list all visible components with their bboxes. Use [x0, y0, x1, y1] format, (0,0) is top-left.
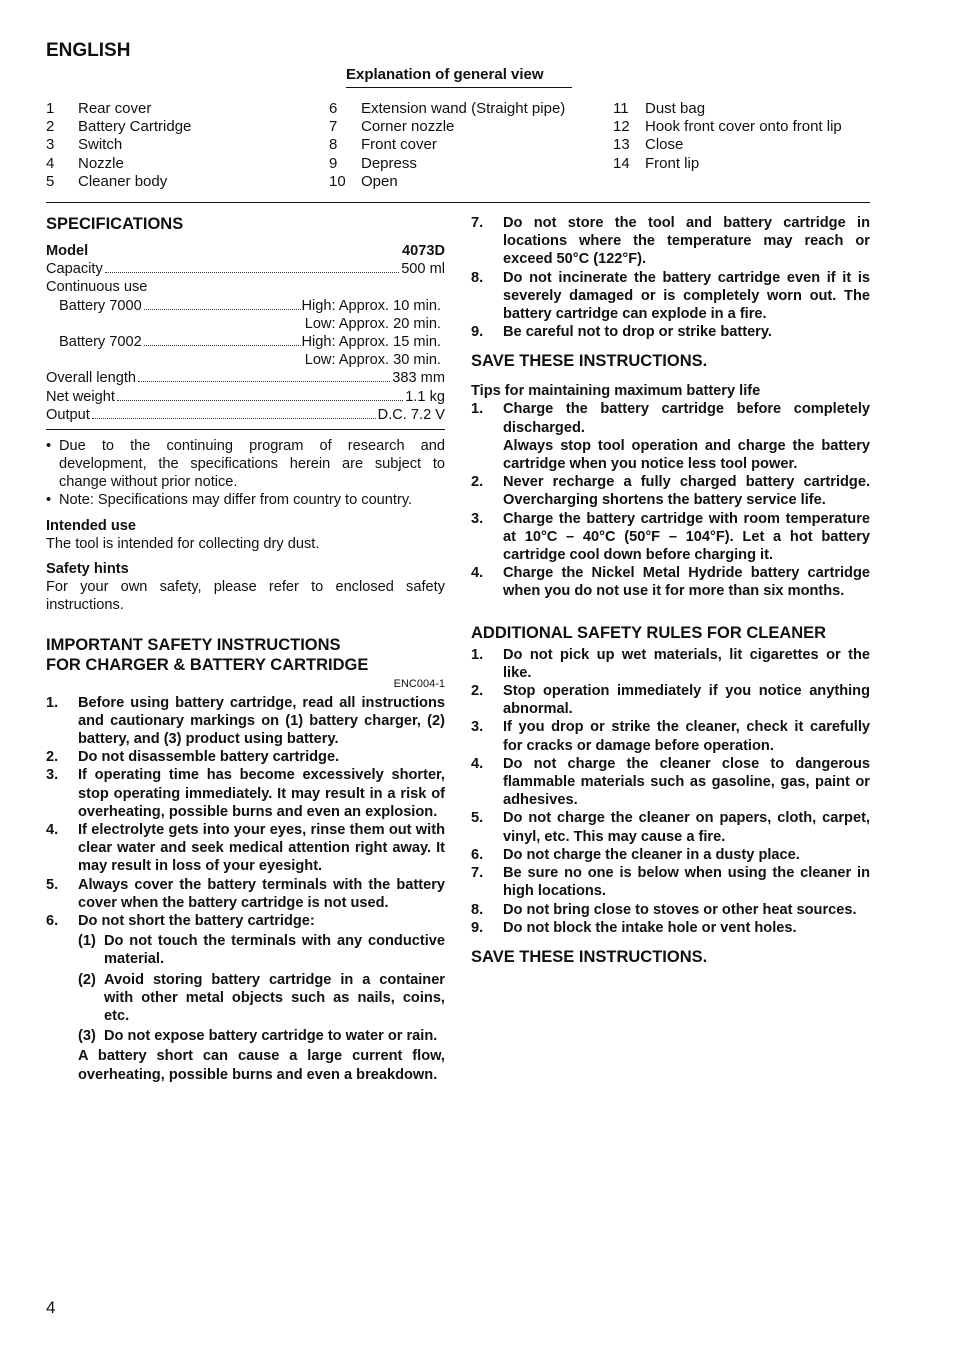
spec-battery-7000-low-row: Low: Approx. 20 min. [304, 315, 441, 332]
spec-capacity-row: Capacity 500 ml [46, 261, 445, 278]
general-view-item: 14 Front lip [613, 154, 700, 172]
safety-item: 5. Always cover the battery terminals with the battery cover when the battery cartridge is not used. [46, 876, 445, 911]
additional-safety-heading: ADDITIONAL SAFETY RULES FOR CLEANER [471, 623, 827, 642]
general-view-column-2 [329, 100, 565, 191]
safety-item: 6. Do not short the battery cartridge: [46, 912, 315, 929]
cleaner-rule-item: 7. Be sure no one is below when using the cleaner in high locations. [471, 865, 870, 900]
general-view-item: 8 Front cover [329, 136, 437, 154]
spec-weight-row: Net weight 1.1 kg [46, 388, 445, 405]
cleaner-rule-item: 4. Do not charge the cleaner close to dangerous flammable materials such as gasoline, gas, paint or adhesives. [471, 755, 870, 809]
tip-item: 3. Charge the battery cartridge with room temperature at 10°C – 40°C (50°F – 104°F). Let a hot battery cartridge cool down before charging it. [471, 510, 870, 564]
tip-item: 4. Charge the Nickel Metal Hydride battery cartridge when you do not use it for more than six months. [471, 565, 870, 600]
specifications-heading: SPECIFICATIONS [46, 215, 184, 233]
safety-item: 3. If operating time has become excessively shorter, stop operating immediately. It may result in a risk of overheating, possible burns and even an explosion. [46, 767, 445, 820]
spec-battery-7000-row: Battery 7000 High: Approx. 10 min. [59, 297, 441, 314]
intended-use-text: The tool is intended for collecting dry dust. [46, 535, 320, 552]
general-view-column-3 [613, 100, 842, 173]
spec-length-row: Overall length 383 mm [46, 370, 445, 387]
spec-battery-7002-low-row: Low: Approx. 30 min. [304, 352, 441, 369]
page-number: 4 [46, 1298, 56, 1317]
spec-continuous-use-row: Continuous use [46, 279, 148, 296]
cleaner-rule-item: 9. Do not block the intake hole or vent holes. [471, 919, 797, 936]
safety-item: 9. Be careful not to drop or strike battery. [471, 324, 772, 341]
cleaner-rule-item: 6. Do not charge the cleaner in a dusty place. [471, 846, 800, 863]
important-safety-heading-line2: FOR CHARGER & BATTERY CARTRIDGE [46, 656, 369, 675]
right-column [471, 214, 870, 967]
spec-note: • Due to the continuing program of research and development, the specifications herein are subject to change without prior notice. [46, 437, 445, 491]
safety-sub-item: (1) Do not touch the terminals with any conductive material. [78, 933, 445, 968]
safety-hints-text: For your own safety, please refer to enclosed safety instructions. [46, 578, 445, 614]
important-safety-heading-line1: IMPORTANT SAFETY INSTRUCTIONS [46, 636, 341, 655]
general-view-item: 12 Hook front cover onto front lip [613, 118, 842, 136]
spec-model-row: Model 4073D [46, 243, 445, 259]
general-view-item: 5 Cleaner body [46, 172, 168, 190]
cleaner-rule-item: 1. Do not pick up wet materials, lit cigarettes or the like. [471, 646, 870, 681]
language-heading: ENGLISH [46, 40, 131, 61]
tip-item: 2. Never recharge a fully charged battery cartridge. Overcharging shortens the battery service life. [471, 474, 870, 509]
intended-use-heading: Intended use [46, 517, 137, 534]
general-view-item: 11 Dust bag [613, 100, 706, 117]
safety-sub-item: (2) Avoid storing battery cartridge in a container with other metal objects such as nails, coins, etc. [78, 971, 445, 1024]
general-view-item: 2 Battery Cartridge [46, 118, 192, 136]
general-view-item: 7 Corner nozzle [329, 118, 455, 136]
safety-item: 4. If electrolyte gets into your eyes, rinse them out with clear water and seek medical attention right away. It may result in loss of your eyesight. [46, 821, 445, 875]
safety-item: 1. Before using battery cartridge, read all instructions and cautionary markings on (1) battery charger, (2) battery, and (3) product using battery. [46, 694, 445, 747]
battery-short-note: A battery short can cause a large current flow, overheating, possible burns and even a breakdown. [78, 1048, 445, 1083]
spec-note: • Note: Specifications may differ from country to country. [46, 492, 413, 509]
safety-item: 2. Do not disassemble battery cartridge. [46, 749, 340, 766]
safety-sub-item: (3) Do not expose battery cartridge to water or rain. [78, 1028, 438, 1045]
cleaner-rule-item: 8. Do not bring close to stoves or other heat sources. [471, 901, 857, 918]
cleaner-rule-item: 3. If you drop or strike the cleaner, check it carefully for cracks or damage before operation. [471, 719, 870, 754]
tips-heading: Tips for maintaining maximum battery life [471, 383, 761, 400]
cleaner-rule-item: 2. Stop operation immediately if you notice anything abnormal. [471, 683, 870, 718]
general-view-item: 3 Switch [46, 136, 123, 154]
section-divider [46, 202, 870, 203]
general-view-item: 6 Extension wand (Straight pipe) [329, 100, 566, 117]
left-column [46, 214, 445, 1084]
document-code: ENC004-1 [393, 678, 445, 691]
cleaner-rule-item: 5. Do not charge the cleaner on papers, cloth, carpet, vinyl, etc. This may cause a fire. [471, 810, 870, 845]
save-instructions-heading-2: SAVE THESE INSTRUCTIONS. [471, 947, 708, 966]
general-view-item: 9 Depress [329, 154, 417, 172]
safety-item: 7. Do not store the tool and battery cartridge in locations where the temperature may reach or exceed 50°C (122°F). [471, 215, 870, 268]
safety-hints-heading: Safety hints [46, 560, 129, 577]
save-instructions-heading: SAVE THESE INSTRUCTIONS. [471, 352, 708, 371]
spec-output-row: Output D.C. 7.2 V [46, 406, 445, 423]
general-view-item: 13 Close [613, 136, 684, 154]
general-view-column-1 [46, 100, 191, 191]
general-view-item: 1 Rear cover [46, 100, 152, 117]
safety-item: 8. Do not incinerate the battery cartridge even if it is severely damaged or is completely worn out. The battery cartridge can explode in a fire. [471, 269, 870, 323]
general-view-item: 4 Nozzle [46, 154, 124, 172]
general-view-item: 10 Open [329, 172, 398, 190]
general-view-title: Explanation of general view [346, 66, 572, 88]
tip-item: 1. Charge the battery cartridge before completely discharged. Always stop tool operation and charge the battery cartridge when you notice less tool power. [471, 401, 870, 473]
spec-battery-7002-row: Battery 7002 High: Approx. 15 min. [59, 333, 441, 350]
